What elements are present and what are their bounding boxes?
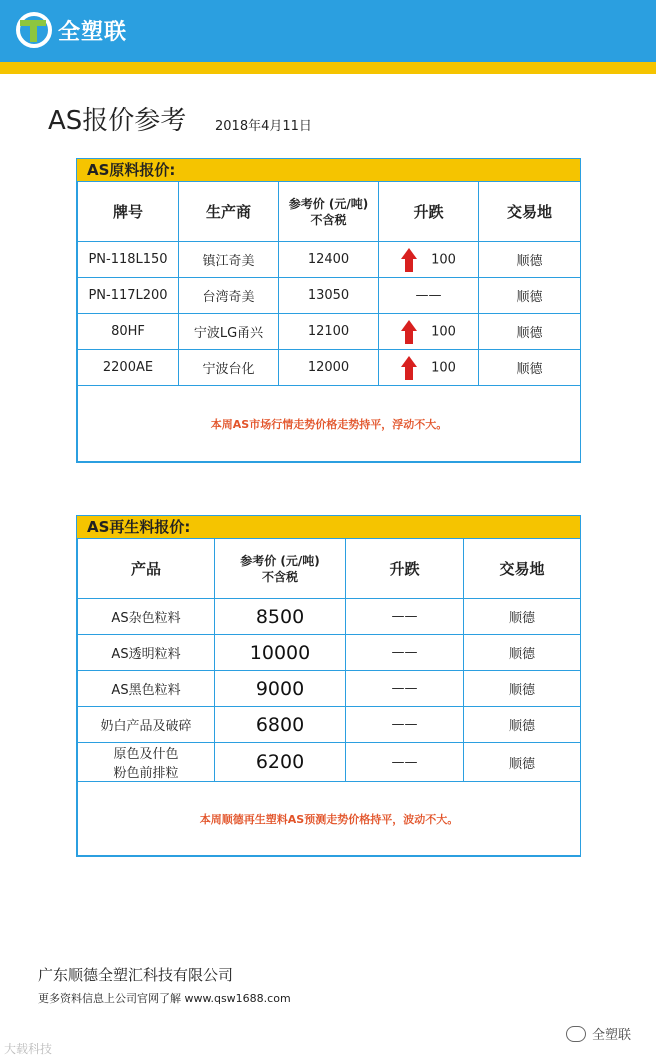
price-cell: 6800: [215, 707, 346, 743]
price-cell: 10000: [215, 635, 346, 671]
header-bar: [0, 0, 656, 62]
price-cell: 12100: [279, 314, 379, 350]
change-value: 100: [431, 360, 456, 375]
maker-cell: 台湾奇美: [179, 278, 279, 314]
corner-watermark: 大载科技: [4, 1042, 53, 1056]
price-cell: 6200: [215, 743, 346, 782]
up-arrow-icon: [401, 320, 417, 344]
product-line2: 粉色前排粒: [113, 766, 179, 781]
table-header-row: [78, 182, 581, 242]
market-note: 本周AS市场行情走势价格走势持平，浮动不大。: [78, 386, 581, 462]
page-title: AS报价参考: [48, 106, 187, 136]
page-date: 2018年4月11日: [215, 119, 312, 134]
maker-cell: 宁波LG甬兴: [179, 314, 279, 350]
place-cell: 顺德: [479, 278, 581, 314]
col-header-price: [279, 182, 379, 242]
col-header-grade: 牌号: [78, 182, 179, 242]
change-cell: ——: [346, 743, 464, 782]
maker-cell: 宁波台化: [179, 350, 279, 386]
grade-cell: 2200AE: [78, 350, 179, 386]
place-cell: 顺德: [464, 707, 581, 743]
brand-text: 全塑联: [58, 19, 128, 45]
table-row: [78, 350, 581, 386]
col-header-maker: 生产商: [179, 182, 279, 242]
recycled-material-section: [76, 515, 581, 857]
change-cell: [379, 350, 479, 386]
wechat-account: [566, 1024, 631, 1043]
table-row: [78, 599, 581, 635]
col-header-price-line1: 参考价 (元/吨): [240, 553, 320, 568]
change-cell: ——: [379, 278, 479, 314]
brand-logo-icon: [14, 12, 54, 48]
place-cell: 顺德: [464, 599, 581, 635]
change-cell: ——: [346, 599, 464, 635]
table-row: [78, 242, 581, 278]
recycled-material-section-title: AS再生料报价:: [77, 516, 580, 538]
up-arrow-icon: [401, 356, 417, 380]
table-row: [78, 314, 581, 350]
change-cell: ——: [346, 671, 464, 707]
col-header-product: 产品: [78, 539, 215, 599]
change-cell: [379, 314, 479, 350]
price-cell: 9000: [215, 671, 346, 707]
col-header-price-line2: 不含税: [261, 569, 298, 584]
recycled-material-table: [77, 538, 581, 856]
grade-cell: PN-117L200: [78, 278, 179, 314]
product-cell: 奶白产品及破碎: [78, 707, 215, 743]
up-arrow-icon: [401, 248, 417, 272]
product-cell: [78, 743, 215, 782]
note-row: [78, 782, 581, 856]
place-cell: 顺德: [464, 743, 581, 782]
raw-material-section-title: AS原料报价:: [77, 159, 580, 181]
price-cell: 13050: [279, 278, 379, 314]
change-cell: [379, 242, 479, 278]
table-row: [78, 671, 581, 707]
brand-logo: [14, 12, 127, 48]
price-cell: 12000: [279, 350, 379, 386]
col-header-change: 升跌: [379, 182, 479, 242]
wechat-label: 全塑联: [592, 1028, 632, 1043]
change-cell: ——: [346, 707, 464, 743]
place-cell: 顺德: [479, 350, 581, 386]
header-accent-line: [0, 62, 656, 74]
footer-company: 广东顺德全塑汇科技有限公司: [38, 966, 234, 984]
grade-cell: 80HF: [78, 314, 179, 350]
place-cell: 顺德: [479, 314, 581, 350]
col-header-place: 交易地: [479, 182, 581, 242]
wechat-icon: [566, 1026, 586, 1042]
market-note: 本周顺德再生塑料AS预测走势价格持平，波动不大。: [78, 782, 581, 856]
price-cell: 12400: [279, 242, 379, 278]
product-cell: AS透明粒料: [78, 635, 215, 671]
table-row: [78, 743, 581, 782]
place-cell: 顺德: [464, 635, 581, 671]
raw-material-section: [76, 158, 581, 463]
table-header-row: [78, 539, 581, 599]
col-header-price: [215, 539, 346, 599]
footer-info: 更多资料信息上公司官网了解 www.qsw1688.com: [38, 992, 291, 1005]
table-row: [78, 635, 581, 671]
product-cell: AS黑色粒料: [78, 671, 215, 707]
col-header-price-line2: 不含税: [310, 212, 347, 227]
raw-material-table: [77, 181, 581, 462]
place-cell: 顺德: [479, 242, 581, 278]
grade-cell: PN-118L150: [78, 242, 179, 278]
table-row: [78, 278, 581, 314]
change-cell: ——: [346, 635, 464, 671]
product-cell: AS杂色粒料: [78, 599, 215, 635]
product-line1: 原色及什色: [113, 747, 179, 762]
col-header-change: 升跌: [346, 539, 464, 599]
col-header-place: 交易地: [464, 539, 581, 599]
note-row: [78, 386, 581, 462]
change-value: 100: [431, 324, 456, 339]
place-cell: 顺德: [464, 671, 581, 707]
price-cell: 8500: [215, 599, 346, 635]
change-value: 100: [431, 252, 456, 267]
table-row: [78, 707, 581, 743]
maker-cell: 镇江奇美: [179, 242, 279, 278]
col-header-price-line1: 参考价 (元/吨): [288, 196, 369, 211]
